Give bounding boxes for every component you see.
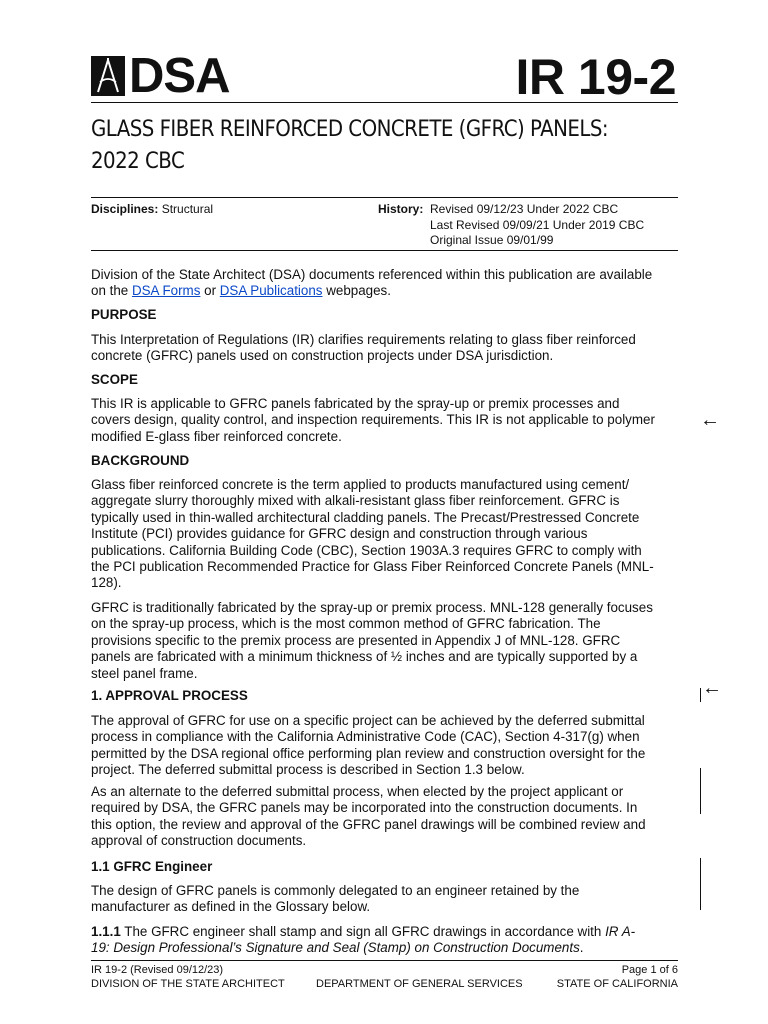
dsa-publications-link[interactable]: DSA Publications xyxy=(219,283,323,299)
footer-page-number: Page 1 of 6 xyxy=(621,964,678,976)
logo-text: DSA xyxy=(129,49,230,103)
history-label: History: xyxy=(378,202,424,216)
background-paragraph-1: Glass fiber reinforced concrete is the term applied to products manufactured using cement/ aggregate slurry thoroughly mixed with alkali-resistant glass fiber reinforcement. GFRC is typically used in thin-walled architectural cladding panels. The Precast/Prestressed Concrete Institute (PCI) provides guidance for GFRC design and construction through various publications. California Building Code (CBC), Section 1903A.3 requires GFRC to comply with the PCI publication Recommended Practice for Glass Fiber Reinforced Concrete Panels (MNL- 128). xyxy=(91,477,654,591)
revision-bar xyxy=(700,768,701,814)
history-item: Last Revised 09/09/21 Under 2019 CBC xyxy=(430,217,645,232)
meta-bottom-rule xyxy=(91,250,678,251)
dsa-logo xyxy=(91,49,230,103)
title-line-1: GLASS FIBER REINFORCED CONCRETE (GFRC) PANELS: xyxy=(91,117,608,142)
approval-paragraph-2: As an alternate to the deferred submittal process, when elected by the project applicant or required by DSA, the GFRC panels may be incorporated into the construction documents. In this option, the review and approval of the GFRC panel drawings will be combined review and approval of construction documents. xyxy=(91,784,646,849)
footer-org-state: STATE OF CALIFORNIA xyxy=(556,978,678,990)
page-title xyxy=(91,114,631,178)
revision-arrow-icon: ← xyxy=(702,677,722,699)
disciplines-value: Structural xyxy=(161,202,214,216)
title-line-2: 2022 CBC xyxy=(91,149,185,174)
approval-heading: 1. APPROVAL PROCESS xyxy=(91,688,248,703)
compass-icon xyxy=(91,56,125,96)
clause-number: 1.1.1 xyxy=(91,924,121,939)
footer-doc-ref: IR 19-2 (Revised 09/12/23) xyxy=(91,964,224,976)
revision-bar xyxy=(700,858,701,910)
disciplines-label: Disciplines: xyxy=(91,202,159,216)
header-rule xyxy=(91,102,678,103)
scope-heading: SCOPE xyxy=(91,372,138,387)
purpose-heading: PURPOSE xyxy=(91,307,157,322)
background-paragraph-2: GFRC is traditionally fabricated by the spray-up or premix process. MNL-128 generally focuses on the spray-up process, which is the most common method of GFRC fabrication. The provisions specific to the premix process are presented in Appendix J of MNL-128. GFRC panels are fabricated with a minimum thickness of ½ inches and are typically supported by a steel panel frame. xyxy=(91,600,653,681)
intro-paragraph: Division of the State Architect (DSA) documents referenced within this publication are available on the DSA Forms or DSA Publications webpages. xyxy=(91,267,653,299)
clause-1-1-1: 1.1.1 The GFRC engineer shall stamp and sign all GFRC drawings in accordance with IR A- 19: Design Professional’s Signature and Seal (Stamp) on Construction Documents. xyxy=(91,924,636,956)
dsa-forms-link[interactable]: DSA Forms xyxy=(131,283,201,299)
purpose-paragraph: This Interpretation of Regulations (IR) clarifies requirements relating to glass fiber reinforced concrete (GFRC) panels used on construction projects under DSA jurisdiction. xyxy=(91,332,636,364)
engineer-paragraph: The design of GFRC panels is commonly delegated to an engineer retained by the manufacturer as defined in the Glossary below. xyxy=(91,883,580,915)
document-number: IR 19-2 xyxy=(515,49,676,105)
background-heading: BACKGROUND xyxy=(91,453,190,468)
footer-org-dgs: DEPARTMENT OF GENERAL SERVICES xyxy=(316,978,523,990)
approval-paragraph-1: The approval of GFRC for use on a specific project can be achieved by the deferred submittal process in compliance with the California Administrative Code (CAC), Section 4-317(g) when permitted by the DSA regional office performing plan review and construction oversight for the project. The deferred submittal process is described in Section 1.3 below. xyxy=(91,713,646,778)
history-item: Original Issue 09/01/99 xyxy=(430,233,554,247)
history-list xyxy=(430,202,644,249)
footer-org-dsa: DIVISION OF THE STATE ARCHITECT xyxy=(91,978,285,990)
revision-bar xyxy=(700,688,701,702)
history-item: Revised 09/12/23 Under 2022 CBC xyxy=(430,202,619,216)
clause-reference: 19: Design Professional’s Signature and Seal (Stamp) on Construction Documents xyxy=(91,940,580,956)
disciplines xyxy=(91,202,213,218)
revision-arrow-icon: ← xyxy=(700,409,720,431)
engineer-heading: 1.1 GFRC Engineer xyxy=(91,859,213,874)
footer-rule xyxy=(91,960,678,961)
scope-paragraph: This IR is applicable to GFRC panels fabricated by the spray-up or premix processes and covers design, quality control, and inspection requirements. This IR is not applicable to polymer modified E-glass fiber reinforced concrete. xyxy=(91,396,655,444)
meta-top-rule xyxy=(91,197,678,198)
